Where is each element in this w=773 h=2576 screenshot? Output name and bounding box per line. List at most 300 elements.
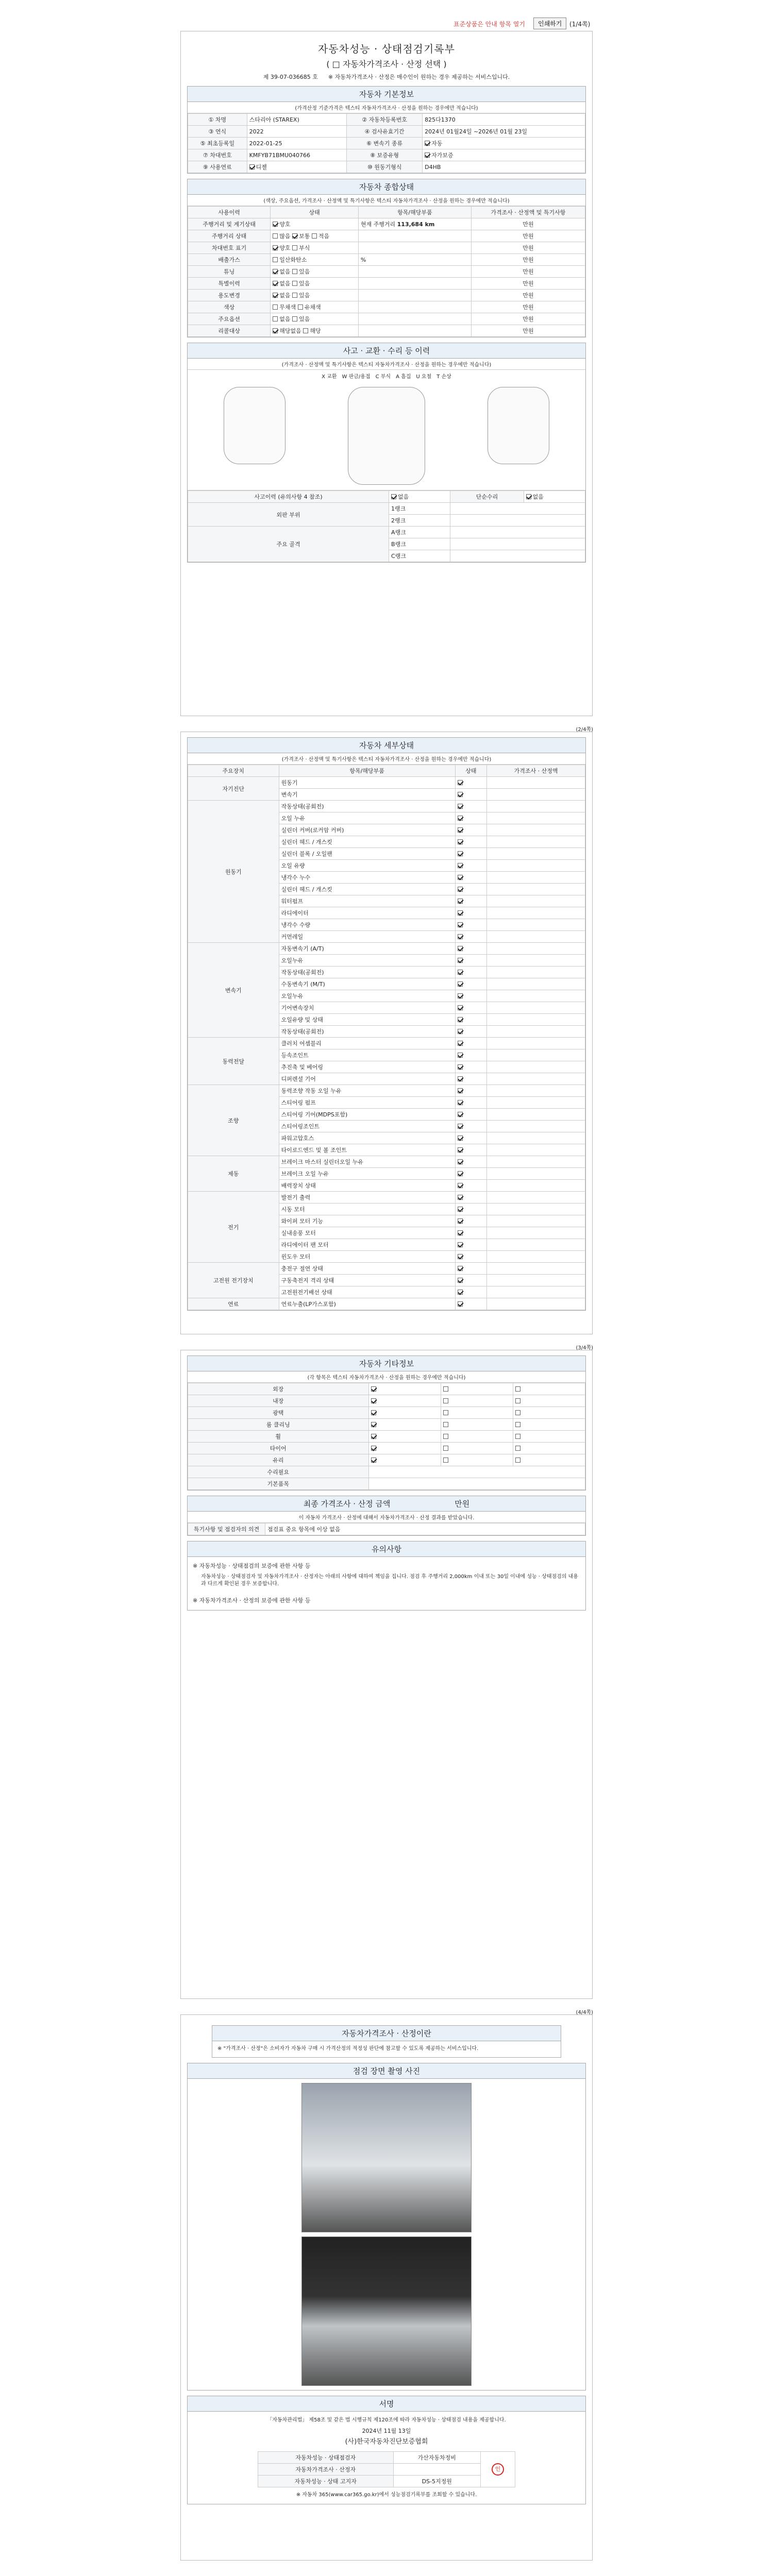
group-label: 동력전달 bbox=[188, 1038, 279, 1085]
other-section bbox=[187, 1355, 586, 1490]
checkbox-icon bbox=[458, 1053, 463, 1058]
cell bbox=[358, 325, 471, 337]
accident-header: 사고 · 교환 · 수리 등 이력 bbox=[188, 343, 585, 359]
cell bbox=[423, 149, 585, 161]
caution-header: 유의사항 bbox=[188, 1541, 585, 1557]
status-cell bbox=[455, 943, 487, 955]
cell-value: 유채색 bbox=[304, 304, 321, 311]
page-number: (4/4쪽) bbox=[576, 2010, 593, 2015]
price-cell bbox=[487, 777, 585, 789]
price-cell bbox=[487, 1144, 585, 1156]
checkbox-icon bbox=[458, 1112, 463, 1117]
status-cell bbox=[455, 1109, 487, 1121]
cell bbox=[513, 1383, 585, 1395]
cell bbox=[513, 1454, 585, 1466]
checkbox-icon bbox=[443, 1386, 448, 1392]
cell bbox=[271, 278, 359, 290]
checkbox-icon bbox=[458, 827, 463, 833]
cell: 2024년 01월24일 ~2026년 01월 23일 bbox=[423, 126, 585, 138]
caution-section bbox=[187, 1541, 586, 1611]
price-cell bbox=[487, 1180, 585, 1192]
cell bbox=[368, 1443, 441, 1454]
cell bbox=[271, 266, 359, 278]
page-1 bbox=[180, 31, 593, 716]
checkbox-icon bbox=[292, 233, 297, 239]
cell bbox=[368, 1431, 441, 1443]
cell bbox=[368, 1466, 585, 1478]
item-label: 커먼레일 bbox=[279, 931, 455, 943]
table-row bbox=[188, 1038, 585, 1049]
doc-title: 자동차성능 · 상태점검기록부 bbox=[318, 43, 455, 55]
status-cell bbox=[455, 1168, 487, 1180]
checkbox-icon bbox=[458, 1183, 463, 1188]
status-cell bbox=[455, 907, 487, 919]
price-cell bbox=[487, 1227, 585, 1239]
detail-section bbox=[187, 737, 586, 1311]
cell: 주행거리 상태 bbox=[188, 230, 271, 242]
checkbox-icon bbox=[391, 494, 396, 499]
cell bbox=[441, 1407, 513, 1419]
group-label: 변속기 bbox=[188, 943, 279, 1038]
item-label: 오일유량 및 상태 bbox=[279, 1014, 455, 1026]
price-cell bbox=[487, 907, 585, 919]
cell: 용도변경 bbox=[188, 290, 271, 301]
cell: 만원 bbox=[471, 301, 585, 313]
inspection-photo-under[interactable] bbox=[301, 2236, 472, 2386]
inspection-photo-front[interactable] bbox=[301, 2083, 472, 2232]
checkbox-icon bbox=[371, 1458, 376, 1463]
price-cell bbox=[487, 1215, 585, 1227]
checkbox-icon bbox=[458, 1017, 463, 1022]
status-cell bbox=[455, 812, 487, 824]
checkbox-icon bbox=[371, 1446, 376, 1451]
item-label: 파워고압호스 bbox=[279, 1132, 455, 1144]
checkbox-icon bbox=[273, 328, 278, 333]
checkbox-icon bbox=[458, 1301, 463, 1307]
basic-info-table bbox=[188, 113, 585, 173]
cell: C랭크 bbox=[389, 550, 450, 562]
checkbox-icon bbox=[443, 1434, 448, 1439]
checkbox-icon bbox=[458, 863, 463, 868]
cell-value: 있음 bbox=[299, 280, 310, 287]
status-cell bbox=[455, 1180, 487, 1192]
checkbox-icon bbox=[458, 1159, 463, 1164]
cell-value: 해당없음 bbox=[279, 328, 301, 334]
price-cell bbox=[487, 1002, 585, 1014]
group-label: 전기 bbox=[188, 1192, 279, 1263]
item-label: 수동변속기 (M/T) bbox=[279, 978, 455, 990]
status-cell bbox=[455, 789, 487, 801]
checkbox-icon bbox=[458, 1171, 463, 1176]
cell-label: 현재 주행거리 bbox=[360, 221, 396, 228]
price-cell bbox=[487, 1085, 585, 1097]
status-cell bbox=[455, 848, 487, 860]
checkbox-icon bbox=[515, 1458, 520, 1463]
legend-item: T 손상 bbox=[436, 374, 451, 380]
table-row bbox=[188, 777, 585, 789]
sign-section bbox=[187, 2396, 586, 2505]
item-label: 윈도우 모터 bbox=[279, 1251, 455, 1263]
cell: 점검표 중요 항목에 이상 없음 bbox=[265, 1523, 585, 1535]
cell: ⑦ 차대번호 bbox=[188, 149, 247, 161]
cell: ④ 검사유효기간 bbox=[347, 126, 423, 138]
row-label: 유리 bbox=[188, 1454, 369, 1466]
page-2 bbox=[180, 727, 593, 1334]
price-cell bbox=[487, 919, 585, 931]
cell-value: 있음 bbox=[299, 316, 310, 323]
cell: 배출가스 bbox=[188, 254, 271, 266]
checkbox-icon bbox=[458, 1076, 463, 1081]
price-cell bbox=[487, 1286, 585, 1298]
cell bbox=[358, 290, 471, 301]
accident-table bbox=[188, 490, 585, 562]
checkbox-icon bbox=[458, 946, 463, 951]
cell-value: 자가보증 bbox=[431, 152, 453, 159]
cell: 2랭크 bbox=[389, 515, 450, 527]
item-label: 동력조향 작동 오일 누유 bbox=[279, 1085, 455, 1097]
cell bbox=[368, 1395, 441, 1407]
row-label: 휠 bbox=[188, 1431, 369, 1443]
legend-item: C 부식 bbox=[375, 374, 391, 380]
checkbox-icon bbox=[458, 1088, 463, 1093]
cell bbox=[441, 1419, 513, 1431]
group-label: 원동기 bbox=[188, 801, 279, 943]
checkbox-icon bbox=[273, 222, 278, 227]
checkbox-icon bbox=[273, 269, 278, 274]
status-cell bbox=[455, 990, 487, 1002]
cell: ⑨ 사용연료 bbox=[188, 161, 247, 173]
item-label: 작동상태(공회전) bbox=[279, 1026, 455, 1038]
cell bbox=[271, 230, 359, 242]
print-button[interactable]: 인쇄하기 bbox=[533, 18, 566, 29]
cell: 특별이력 bbox=[188, 278, 271, 290]
photo-section bbox=[187, 2063, 586, 2391]
checkbox-icon bbox=[249, 164, 255, 170]
status-cell bbox=[455, 931, 487, 943]
cell: KMFYB71BMU040766 bbox=[247, 149, 346, 161]
cell: B랭크 bbox=[389, 538, 450, 550]
status-cell bbox=[455, 967, 487, 978]
price-cell bbox=[487, 990, 585, 1002]
status-cell bbox=[455, 1227, 487, 1239]
item-label: 변속기 bbox=[279, 789, 455, 801]
doc-note: ※ 자동차가격조사 · 산정은 매수인이 원하는 경우 제공하는 서비스입니다. bbox=[328, 74, 510, 80]
cell-value: 없음 bbox=[279, 292, 291, 299]
checkbox-icon bbox=[458, 780, 463, 785]
status-cell bbox=[455, 1026, 487, 1038]
cell: 만원 bbox=[471, 290, 585, 301]
table-row bbox=[188, 1192, 585, 1204]
checkbox-icon bbox=[425, 141, 430, 146]
cell bbox=[450, 527, 585, 538]
price-cell bbox=[487, 1204, 585, 1215]
cell bbox=[450, 515, 585, 527]
item-label: 스티어링 기어(MDPS포함) bbox=[279, 1109, 455, 1121]
status-cell bbox=[455, 1073, 487, 1085]
item-label: 구동축전지 격리 상태 bbox=[279, 1275, 455, 1286]
cell: 가산자동차정비 bbox=[393, 2451, 480, 2463]
status-cell bbox=[455, 1085, 487, 1097]
signer-table bbox=[258, 2451, 515, 2487]
price-cell bbox=[487, 1073, 585, 1085]
price-cell bbox=[487, 967, 585, 978]
status-cell bbox=[455, 1014, 487, 1026]
checkbox-icon bbox=[292, 316, 297, 321]
cell: ⑩ 원동기형식 bbox=[347, 161, 423, 173]
checkbox-icon bbox=[458, 1242, 463, 1247]
cell bbox=[524, 491, 585, 503]
cell-value: 무채색 bbox=[279, 304, 296, 311]
checkbox-icon bbox=[458, 910, 463, 916]
checkbox-icon bbox=[298, 304, 303, 310]
checkbox-icon bbox=[303, 328, 308, 333]
price-cell bbox=[487, 1132, 585, 1144]
col-header: 가격조사 · 산정액 bbox=[487, 765, 585, 777]
checkbox-icon bbox=[371, 1434, 376, 1439]
checkbox-icon bbox=[458, 851, 463, 856]
mileage-value: 113,684 km bbox=[397, 221, 435, 228]
cell: 만원 bbox=[471, 218, 585, 230]
legend-item: U 요철 bbox=[416, 374, 432, 380]
accident-section bbox=[187, 343, 586, 563]
price-cell bbox=[487, 1061, 585, 1073]
table-row bbox=[188, 1419, 585, 1431]
checkbox-icon bbox=[371, 1410, 376, 1415]
group-label: 조향 bbox=[188, 1085, 279, 1156]
row-label: 타이어 bbox=[188, 1443, 369, 1454]
cell: 만원 bbox=[471, 325, 585, 337]
status-cell bbox=[455, 1204, 487, 1215]
page-indicator: (1/4쪽) bbox=[569, 21, 591, 28]
checkbox-icon bbox=[443, 1458, 448, 1463]
status-cell bbox=[455, 1002, 487, 1014]
status-cell bbox=[455, 955, 487, 967]
page-number: (2/4쪽) bbox=[576, 727, 593, 733]
cell bbox=[358, 313, 471, 325]
checkbox-icon bbox=[458, 1005, 463, 1010]
checkbox-icon bbox=[292, 269, 297, 274]
cell bbox=[358, 301, 471, 313]
cell: 1랭크 bbox=[389, 503, 450, 515]
cell bbox=[358, 218, 471, 230]
cell bbox=[358, 230, 471, 242]
table-row bbox=[188, 1466, 585, 1478]
other-table bbox=[188, 1383, 585, 1490]
status-cell bbox=[455, 1097, 487, 1109]
price-cell bbox=[487, 872, 585, 884]
price-cell bbox=[487, 1239, 585, 1251]
car-left-view-icon bbox=[224, 387, 285, 464]
checkbox-icon bbox=[458, 1254, 463, 1259]
checkbox-icon bbox=[458, 816, 463, 821]
cell bbox=[368, 1478, 585, 1490]
cell: 차대번호 표기 bbox=[188, 242, 271, 254]
cell: 주요 골격 bbox=[188, 527, 389, 562]
status-cell bbox=[455, 1121, 487, 1132]
legend-item: X 교환 bbox=[322, 374, 337, 380]
status-cell bbox=[455, 836, 487, 848]
cell: 만원 bbox=[471, 278, 585, 290]
price-cell bbox=[487, 1298, 585, 1310]
basic-info-note: (가격산정 기준가격은 텍스티 자동차가격조사 · 산정을 원하는 경우에만 적습니다) bbox=[188, 102, 585, 113]
price-cell bbox=[487, 943, 585, 955]
table-row bbox=[188, 1407, 585, 1419]
price-cell bbox=[487, 955, 585, 967]
item-label: 작동상태(공회전) bbox=[279, 801, 455, 812]
row-label: 외장 bbox=[188, 1383, 369, 1395]
table-row bbox=[188, 1478, 585, 1490]
cell bbox=[368, 1454, 441, 1466]
cell-value: 있음 bbox=[299, 292, 310, 299]
cell bbox=[450, 503, 585, 515]
cell bbox=[513, 1419, 585, 1431]
item-label: 실린더 블록 / 오일팬 bbox=[279, 848, 455, 860]
cell bbox=[450, 538, 585, 550]
table-row bbox=[188, 1431, 585, 1443]
table-row bbox=[188, 1263, 585, 1275]
table-row bbox=[188, 1395, 585, 1407]
overall-table bbox=[188, 206, 585, 337]
status-cell bbox=[455, 1038, 487, 1049]
cell bbox=[358, 266, 471, 278]
status-cell bbox=[455, 1132, 487, 1144]
col-header: 상태 bbox=[271, 207, 359, 218]
cell: 만원 bbox=[471, 313, 585, 325]
car-diagram bbox=[188, 382, 585, 490]
basic-info-section bbox=[187, 86, 586, 174]
cell: 자동차가격조사 · 산정자 bbox=[258, 2463, 394, 2475]
cell-value: 적음 bbox=[318, 233, 330, 240]
col-header: 항목/해당부품 bbox=[358, 207, 471, 218]
cell-value: 양호 bbox=[279, 245, 291, 251]
item-label: 클러치 어셈블리 bbox=[279, 1038, 455, 1049]
price-cell bbox=[487, 895, 585, 907]
cell: A랭크 bbox=[389, 527, 450, 538]
checkbox-icon bbox=[273, 316, 278, 321]
cell: ① 차명 bbox=[188, 114, 247, 126]
cell: 2022 bbox=[247, 126, 346, 138]
cell-value: 없음 bbox=[532, 494, 544, 500]
item-label: 냉각수 누수 bbox=[279, 872, 455, 884]
cell: ⑤ 최초등록일 bbox=[188, 138, 247, 149]
price-cell bbox=[487, 1263, 585, 1275]
checkbox-icon bbox=[458, 1064, 463, 1070]
page-3 bbox=[180, 1345, 593, 1999]
item-label: 오일누유 bbox=[279, 990, 455, 1002]
checkbox-icon bbox=[458, 1041, 463, 1046]
price-unit: 만원 bbox=[455, 1499, 470, 1509]
checkbox-icon bbox=[273, 245, 278, 250]
cell-value: 없음 bbox=[279, 316, 291, 323]
item-label: 스티어링 펌프 bbox=[279, 1097, 455, 1109]
cell: 사고이력 (유의사항 4 참조) bbox=[188, 491, 389, 503]
price-cell bbox=[487, 884, 585, 895]
checkbox-icon bbox=[526, 494, 531, 499]
cell bbox=[513, 1395, 585, 1407]
basic-info-header: 자동차 기본정보 bbox=[188, 87, 585, 102]
car-top-view-icon bbox=[348, 387, 425, 485]
item-label: 스티어링조인트 bbox=[279, 1121, 455, 1132]
checkbox-icon bbox=[458, 1290, 463, 1295]
price-cell bbox=[487, 824, 585, 836]
cell bbox=[423, 138, 585, 149]
price-cell bbox=[487, 931, 585, 943]
table-row bbox=[188, 801, 585, 812]
cell-value: 없음 bbox=[398, 494, 409, 500]
item-label: 발전기 출력 bbox=[279, 1192, 455, 1204]
other-note: (각 항목은 텍스티 자동차가격조사 · 산정을 원하는 경우에만 적습니다) bbox=[188, 1371, 585, 1383]
checkbox-icon bbox=[443, 1398, 448, 1403]
pricing-info-text: ※ "가격조사 · 산정"은 소비자가 자동차 구매 시 가격산정의 적정성 판단에 참고할 수 있도록 제공하는 서비스입니다. bbox=[217, 2046, 479, 2052]
other-header: 자동차 기타정보 bbox=[188, 1356, 585, 1371]
cell: 리콜대상 bbox=[188, 325, 271, 337]
item-label: 원동기 bbox=[279, 777, 455, 789]
checkbox-icon bbox=[458, 970, 463, 975]
checkbox-icon bbox=[273, 281, 278, 286]
status-cell bbox=[455, 1061, 487, 1073]
status-cell bbox=[455, 1275, 487, 1286]
checkbox-icon bbox=[458, 958, 463, 963]
cell-value: 해당 bbox=[310, 328, 321, 334]
cell bbox=[441, 1443, 513, 1454]
cell-value: 보통 bbox=[299, 233, 310, 240]
cell: 2022-01-25 bbox=[247, 138, 346, 149]
status-cell bbox=[455, 824, 487, 836]
row-label: 내장 bbox=[188, 1395, 369, 1407]
checkbox-icon bbox=[443, 1422, 448, 1427]
item-label: 실린더 커버(로커암 커버) bbox=[279, 824, 455, 836]
price-cell bbox=[487, 978, 585, 990]
checkbox-icon bbox=[458, 981, 463, 987]
item-label: 실린더 헤드 / 개스킷 bbox=[279, 836, 455, 848]
top-notice[interactable]: 표준상품은 안내 항목 열기 bbox=[453, 21, 525, 28]
stamp-cell bbox=[480, 2451, 515, 2487]
cell: 외판 부위 bbox=[188, 503, 389, 527]
cell-value: 없음 bbox=[279, 280, 291, 287]
legend-item: A 흠집 bbox=[396, 374, 411, 380]
cell: 주요옵션 bbox=[188, 313, 271, 325]
checkbox-icon bbox=[515, 1398, 520, 1403]
item-label: 고전원전기배선 상태 bbox=[279, 1286, 455, 1298]
col-header: 상태 bbox=[455, 765, 487, 777]
table-row bbox=[188, 1085, 585, 1097]
cell: 특기사항 및 점검자의 의견 bbox=[188, 1523, 265, 1535]
col-header: 가격조사 · 산정액 및 특기사항 bbox=[471, 207, 585, 218]
status-cell bbox=[455, 1286, 487, 1298]
cell bbox=[450, 550, 585, 562]
doc-subtitle: ( □ 자동차가격조사 · 산정 선택 ) bbox=[326, 59, 447, 69]
checkbox-icon bbox=[273, 304, 278, 310]
status-cell bbox=[455, 884, 487, 895]
table-row bbox=[188, 1298, 585, 1310]
cell bbox=[513, 1407, 585, 1419]
checkbox-icon bbox=[458, 804, 463, 809]
checkbox-icon bbox=[458, 934, 463, 939]
cell-value: 자동 bbox=[431, 140, 443, 147]
status-cell bbox=[455, 1298, 487, 1310]
item-label: 브레이크 마스터 실린더오일 누유 bbox=[279, 1156, 455, 1168]
checkbox-icon bbox=[458, 922, 463, 927]
price-cell bbox=[487, 801, 585, 812]
cell: 색상 bbox=[188, 301, 271, 313]
checkbox-icon bbox=[458, 792, 463, 797]
status-cell bbox=[455, 1239, 487, 1251]
cell bbox=[441, 1454, 513, 1466]
checkbox-icon bbox=[458, 1136, 463, 1141]
group-label: 제동 bbox=[188, 1156, 279, 1192]
caution-title-1: ※ 자동차성능 · 상태점검의 보증에 관한 사항 등 bbox=[193, 1563, 311, 1569]
sign-text: 「자동차관리법」 제58조 및 같은 법 시행규칙 제120조에 따라 자동차성능 · 상태점검 내용을 제공합니다. bbox=[267, 2417, 506, 2423]
